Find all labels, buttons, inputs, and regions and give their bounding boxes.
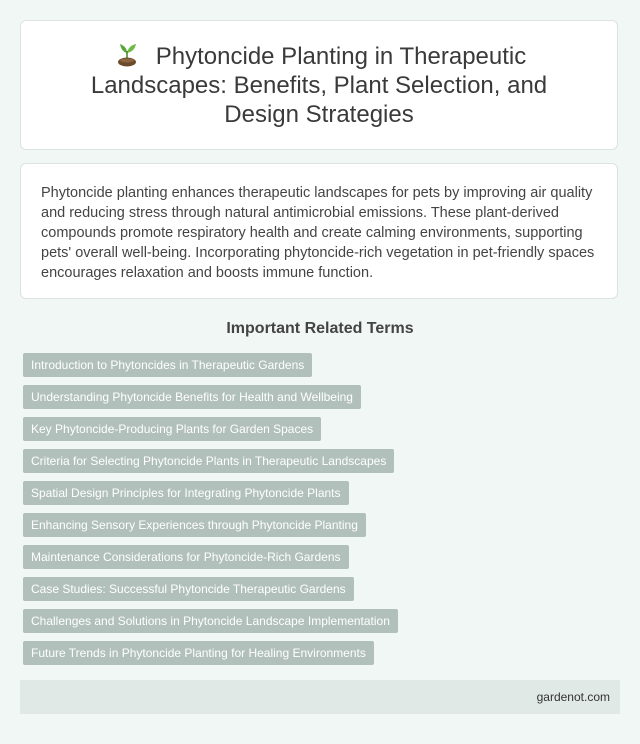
footer-bar bbox=[20, 680, 620, 714]
term-tag[interactable]: Spatial Design Principles for Integrating Phytoncide Plants bbox=[23, 481, 349, 505]
related-terms-heading: Important Related Terms bbox=[226, 320, 414, 337]
term-tag[interactable]: Criteria for Selecting Phytoncide Plants in Therapeutic Landscapes bbox=[23, 449, 394, 473]
page-title-text: Phytoncide Planting in Therapeutic Landscapes: Benefits, Plant Selection, and Design Strategies bbox=[90, 43, 548, 128]
term-tag[interactable]: Enhancing Sensory Experiences through Phytoncide Planting bbox=[23, 513, 366, 537]
summary-card bbox=[20, 163, 618, 299]
term-tag[interactable]: Key Phytoncide-Producing Plants for Garden Spaces bbox=[23, 417, 321, 441]
term-tag[interactable]: Case Studies: Successful Phytoncide Therapeutic Gardens bbox=[23, 577, 354, 601]
term-tag[interactable]: Challenges and Solutions in Phytoncide Landscape Implementation bbox=[23, 609, 398, 633]
sprout-icon bbox=[112, 41, 142, 67]
page-title bbox=[21, 41, 617, 129]
footer-site-link[interactable]: gardenot.com bbox=[536, 690, 610, 704]
term-tag[interactable]: Maintenance Considerations for Phytoncide-Rich Gardens bbox=[23, 545, 349, 569]
header-card bbox=[20, 20, 618, 150]
term-tag[interactable]: Future Trends in Phytoncide Planting for Healing Environments bbox=[23, 641, 374, 665]
summary-text: Phytoncide planting enhances therapeutic landscapes for pets by improving air quality and reducing stress through natural antimicrobial emissions. These plant-derived compounds promote respiratory health and create calming environments, supporting pets' overall well-being. Incorporating phytoncide-rich vegetation in pet-friendly spaces encourages relaxation and boosts immune function. bbox=[41, 185, 595, 281]
term-tag[interactable]: Introduction to Phytoncides in Therapeutic Gardens bbox=[23, 353, 312, 377]
related-terms-list bbox=[23, 353, 623, 673]
term-tag[interactable]: Understanding Phytoncide Benefits for Health and Wellbeing bbox=[23, 385, 361, 409]
